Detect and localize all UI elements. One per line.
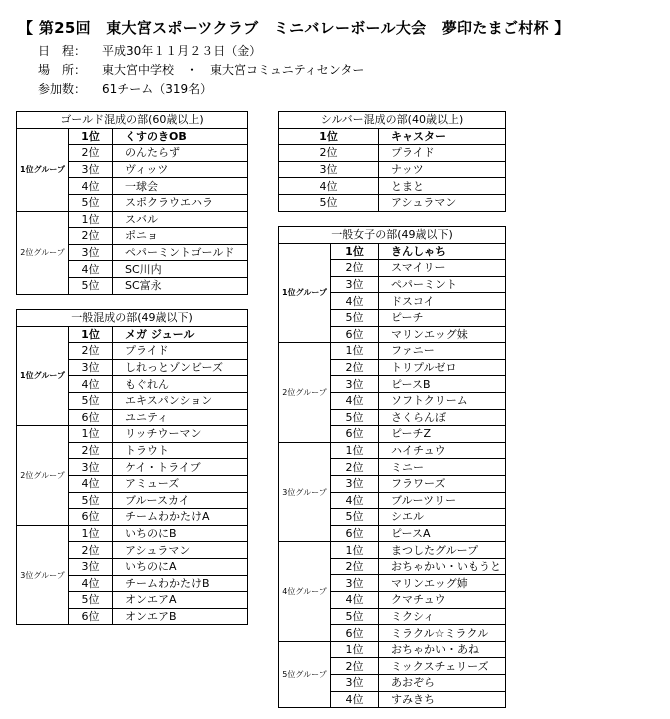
team-name-cell: ミラクル☆ミラクル xyxy=(379,625,506,642)
rank-cell: 1位 xyxy=(331,243,379,260)
table-row xyxy=(279,145,506,162)
team-name-cell: いちのにA xyxy=(113,558,248,575)
team-name-cell: ミクシィ xyxy=(379,608,506,625)
team-name-cell: アシュラマン xyxy=(113,542,248,559)
group-label: 2位グループ xyxy=(17,426,69,526)
group-label: 3位グループ xyxy=(17,525,69,625)
team-name-cell: まつしたグループ xyxy=(379,542,506,559)
team-name-cell: ミニー xyxy=(379,459,506,476)
team-name-cell: SC川内 xyxy=(113,261,248,278)
general-women-results xyxy=(278,226,506,708)
rank-cell: 4位 xyxy=(69,178,113,195)
team-name-cell: しれっとゾンビーズ xyxy=(113,359,248,376)
team-name-cell: ソフトクリーム xyxy=(379,392,506,409)
rank-cell: 2位 xyxy=(69,343,113,360)
rank-cell: 1位 xyxy=(69,525,113,542)
team-name-cell: ケイ・トライブ xyxy=(113,459,248,476)
team-name-cell: ナッツ xyxy=(379,161,506,178)
group-label: 4位グループ xyxy=(279,542,331,642)
rank-cell: 4位 xyxy=(69,475,113,492)
group-label: 3位グループ xyxy=(279,442,331,542)
team-name-cell: メガ ジュール xyxy=(113,326,248,343)
team-name-cell: ブルースカイ xyxy=(113,492,248,509)
table-row xyxy=(17,525,248,542)
rank-cell: 4位 xyxy=(331,592,379,609)
date-line xyxy=(38,42,261,59)
general-mixed-caption: 一般混成の部(49歳以下) xyxy=(17,310,248,327)
rank-cell: 5位 xyxy=(69,194,113,211)
rank-cell: 4位 xyxy=(69,575,113,592)
rank-cell: 5位 xyxy=(331,409,379,426)
rank-cell: 4位 xyxy=(69,261,113,278)
rank-cell: 3位 xyxy=(331,575,379,592)
team-name-cell: フラワーズ xyxy=(379,475,506,492)
rank-cell: 3位 xyxy=(69,558,113,575)
rank-cell: 2位 xyxy=(331,658,379,675)
table-row xyxy=(17,426,248,443)
team-name-cell: のんたらず xyxy=(113,145,248,162)
team-name-cell: ブルーツリー xyxy=(379,492,506,509)
participants-line xyxy=(38,80,212,97)
group-label: 1位グループ xyxy=(17,326,69,426)
table-row xyxy=(17,128,248,145)
table-row xyxy=(279,442,506,459)
rank-cell: 6位 xyxy=(331,426,379,443)
team-name-cell: 一球会 xyxy=(113,178,248,195)
table-row xyxy=(17,326,248,343)
rank-cell: 4位 xyxy=(279,178,379,195)
table-row xyxy=(279,641,506,658)
team-name-cell: マリンエッグ姉 xyxy=(379,575,506,592)
team-name-cell: ファニー xyxy=(379,343,506,360)
silver-mixed-results xyxy=(278,111,506,212)
team-name-cell: クマチュウ xyxy=(379,592,506,609)
rank-cell: 3位 xyxy=(331,675,379,692)
team-name-cell: スマイリー xyxy=(379,260,506,277)
group-label: 1位グループ xyxy=(17,128,69,211)
team-name-cell: シエル xyxy=(379,509,506,526)
team-name-cell: くすのきOB xyxy=(113,128,248,145)
venue-label: 場 所： xyxy=(38,63,87,77)
general-mixed-results xyxy=(16,309,248,625)
rank-cell: 2位 xyxy=(69,542,113,559)
rank-cell: 6位 xyxy=(331,525,379,542)
team-name-cell: もぐれん xyxy=(113,376,248,393)
silver-mixed-table xyxy=(278,111,506,212)
rank-cell: 4位 xyxy=(331,293,379,310)
rank-cell: 6位 xyxy=(331,625,379,642)
rank-cell: 3位 xyxy=(331,376,379,393)
team-name-cell: ヴィッツ xyxy=(113,161,248,178)
rank-cell: 5位 xyxy=(69,277,113,294)
team-name-cell: SC富永 xyxy=(113,277,248,294)
rank-cell: 6位 xyxy=(69,608,113,625)
table-row xyxy=(279,542,506,559)
rank-cell: 3位 xyxy=(69,359,113,376)
rank-cell: 5位 xyxy=(69,392,113,409)
rank-cell: 5位 xyxy=(69,592,113,609)
team-name-cell: プライド xyxy=(379,145,506,162)
date-value: 平成30年１１月２３日（金） xyxy=(102,44,262,58)
team-name-cell: ユニティ xyxy=(113,409,248,426)
venue-line xyxy=(38,61,364,78)
team-name-cell: あおぞら xyxy=(379,675,506,692)
group-label: 2位グループ xyxy=(17,211,69,294)
rank-cell: 5位 xyxy=(69,492,113,509)
gold-mixed-caption: ゴールド混成の部(60歳以上) xyxy=(17,112,248,129)
table-row xyxy=(279,343,506,360)
team-name-cell: おちゃかい・いもうと xyxy=(379,558,506,575)
team-name-cell: ピーチ xyxy=(379,309,506,326)
team-name-cell: ピーチZ xyxy=(379,426,506,443)
rank-cell: 3位 xyxy=(69,244,113,261)
team-name-cell: スポクラウエハラ xyxy=(113,194,248,211)
group-label: 2位グループ xyxy=(279,343,331,443)
team-name-cell: きんしゃち xyxy=(379,243,506,260)
team-name-cell: おちゃかい・あね xyxy=(379,641,506,658)
rank-cell: 2位 xyxy=(331,260,379,277)
rank-cell: 4位 xyxy=(331,392,379,409)
team-name-cell: ドスコイ xyxy=(379,293,506,310)
rank-cell: 2位 xyxy=(69,145,113,162)
team-name-cell: ピースA xyxy=(379,525,506,542)
page-title: 【 第25回 東大宮スポーツクラブ ミニバレーボール大会 夢印たまご村杯 】 xyxy=(18,19,570,37)
team-name-cell: ミックスチェリーズ xyxy=(379,658,506,675)
rank-cell: 5位 xyxy=(331,509,379,526)
table-row xyxy=(279,128,506,145)
gold-mixed-results xyxy=(16,111,248,295)
general-women-table xyxy=(278,226,506,708)
rank-cell: 1位 xyxy=(69,211,113,228)
rank-cell: 2位 xyxy=(331,359,379,376)
table-row xyxy=(279,243,506,260)
rank-cell: 1位 xyxy=(331,641,379,658)
team-name-cell: すみきち xyxy=(379,691,506,708)
team-name-cell: オンエアA xyxy=(113,592,248,609)
table-row xyxy=(17,211,248,228)
team-name-cell: アシュラマン xyxy=(379,194,506,211)
team-name-cell: マリンエッグ妹 xyxy=(379,326,506,343)
rank-cell: 4位 xyxy=(69,376,113,393)
rank-cell: 3位 xyxy=(279,161,379,178)
team-name-cell: トリプルゼロ xyxy=(379,359,506,376)
team-name-cell: トラウト xyxy=(113,442,248,459)
rank-cell: 3位 xyxy=(69,161,113,178)
team-name-cell: エキスパンション xyxy=(113,392,248,409)
rank-cell: 2位 xyxy=(331,558,379,575)
rank-cell: 3位 xyxy=(69,459,113,476)
rank-cell: 6位 xyxy=(69,409,113,426)
gold-mixed-table xyxy=(16,111,248,295)
rank-cell: 1位 xyxy=(331,343,379,360)
team-name-cell: プライド xyxy=(113,343,248,360)
rank-cell: 2位 xyxy=(69,228,113,245)
team-name-cell: いちのにB xyxy=(113,525,248,542)
rank-cell: 3位 xyxy=(331,276,379,293)
team-name-cell: さくらんぼ xyxy=(379,409,506,426)
rank-cell: 2位 xyxy=(69,442,113,459)
team-name-cell: ポニョ xyxy=(113,228,248,245)
table-row xyxy=(279,178,506,195)
team-name-cell: ピースB xyxy=(379,376,506,393)
general-women-caption: 一般女子の部(49歳以下) xyxy=(279,227,506,244)
rank-cell: 1位 xyxy=(69,326,113,343)
team-name-cell: ハイチュウ xyxy=(379,442,506,459)
group-label: 5位グループ xyxy=(279,641,331,707)
venue-value: 東大宮中学校 ・ 東大宮コミュニティセンター xyxy=(102,63,365,77)
participants-value: 61チーム（319名） xyxy=(102,82,213,96)
rank-cell: 1位 xyxy=(331,542,379,559)
rank-cell: 6位 xyxy=(331,326,379,343)
group-label: 1位グループ xyxy=(279,243,331,343)
rank-cell: 5位 xyxy=(331,608,379,625)
team-name-cell: スバル xyxy=(113,211,248,228)
rank-cell: 3位 xyxy=(331,475,379,492)
rank-cell: 6位 xyxy=(69,509,113,526)
rank-cell: 5位 xyxy=(279,194,379,211)
team-name-cell: ペパーミントゴールド xyxy=(113,244,248,261)
rank-cell: 1位 xyxy=(69,426,113,443)
participants-label: 参加数： xyxy=(38,82,87,96)
general-mixed-table xyxy=(16,309,248,625)
rank-cell: 2位 xyxy=(331,459,379,476)
rank-cell: 1位 xyxy=(279,128,379,145)
table-row xyxy=(279,161,506,178)
rank-cell: 4位 xyxy=(331,691,379,708)
team-name-cell: ペパーミント xyxy=(379,276,506,293)
rank-cell: 5位 xyxy=(331,309,379,326)
rank-cell: 4位 xyxy=(331,492,379,509)
table-row xyxy=(279,194,506,211)
team-name-cell: リッチウーマン xyxy=(113,426,248,443)
team-name-cell: とまと xyxy=(379,178,506,195)
team-name-cell: オンエアB xyxy=(113,608,248,625)
date-label: 日 程： xyxy=(38,44,87,58)
team-name-cell: チームわかたけB xyxy=(113,575,248,592)
rank-cell: 1位 xyxy=(69,128,113,145)
rank-cell: 2位 xyxy=(279,145,379,162)
team-name-cell: キャスター xyxy=(379,128,506,145)
rank-cell: 1位 xyxy=(331,442,379,459)
team-name-cell: チームわかたけA xyxy=(113,509,248,526)
team-name-cell: アミューズ xyxy=(113,475,248,492)
silver-mixed-caption: シルバー混成の部(40歳以上) xyxy=(279,112,506,129)
